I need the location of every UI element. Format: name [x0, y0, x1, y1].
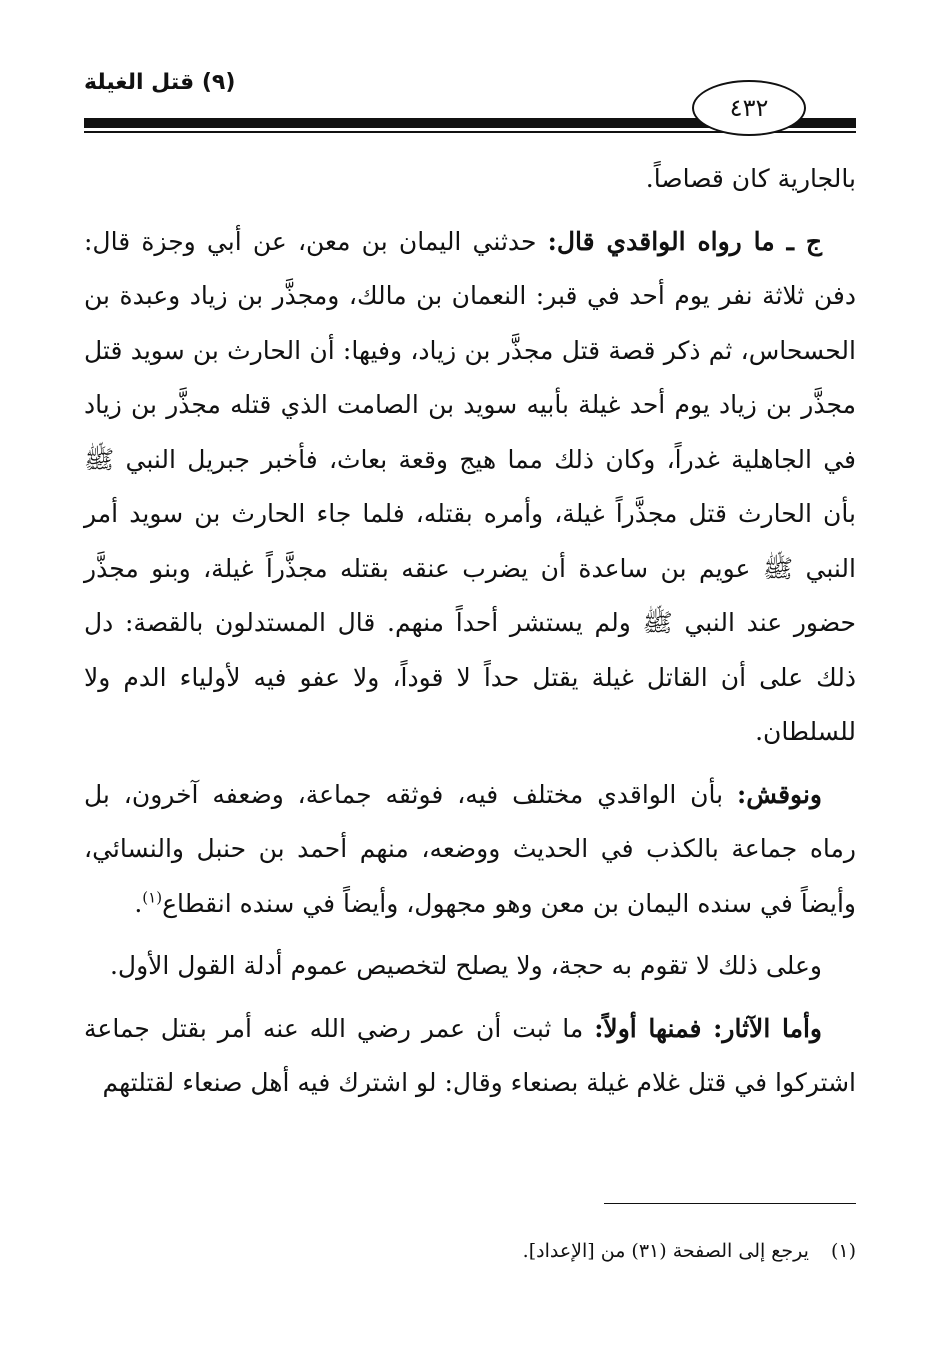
- paragraph-2-lead: ج ـ ما رواه الواقدي قال:: [547, 226, 822, 256]
- paragraph-3-tail: .: [134, 888, 143, 918]
- paragraph-5: [84, 1002, 856, 1111]
- paragraph-1: [84, 152, 856, 207]
- paragraph-3: [84, 768, 856, 932]
- page-header: [84, 56, 856, 146]
- paragraph-2-text: حدثني اليمان بن معن، عن أبي وجزة قال: دفن ثلاثة نفر يوم أحد في قبر: النعمان بن مالك، ومجذَّر بن زياد وعبدة بن الحسحاس، ثم ذكر قصة قتل مجذَّر بن زياد، وفيها: أن الحارث بن سويد قتل مجذَّر بن زياد يوم أحد غيلة بأبيه سويد بن الصامت الذي قتله مجذَّر بن زياد في الجاهلية غدراً، وكان ذلك مما هيج وقعة بعاث، فأخبر جبريل النبي ﷺ بأن الحارث قتل مجذَّراً غيلة، وأمره بقتله، فلما جاء الحارث بن سويد أمر النبي ﷺ عويم بن ساعدة أن يضرب عنقه بقتله مجذَّراً غيلة، وبنو مجذَّر حضور عند النبي ﷺ ولم يستشر أحداً منهم. قال المستدلون بالقصة: دل ذلك على أن القاتل غيلة يقتل حداً لا قوداً، ولا عفو فيه لأولياء الدم ولا للسلطان.: [84, 226, 856, 746]
- paragraph-4: [84, 939, 856, 994]
- paragraph-3-lead: ونوقش:: [737, 779, 822, 809]
- paragraph-4-text: وعلى ذلك لا تقوم به حجة، ولا يصلح لتخصيص عموم أدلة القول الأول.: [109, 951, 822, 980]
- paragraph-5-lead: وأما الآثار: فمنها أولاً:: [594, 1013, 822, 1043]
- paragraph-1-text: بالجارية كان قصاصاً.: [645, 164, 856, 193]
- footnote-text: يرجع إلى الصفحة (٣١) من [الإعداد].: [522, 1240, 809, 1262]
- footnote: [84, 1236, 856, 1266]
- footnote-reference[interactable]: (١): [142, 888, 163, 907]
- paragraph-2: [84, 215, 856, 760]
- chapter-title: (٩) قتل الغيلة: [84, 70, 236, 95]
- page-number: ٤٣٢: [692, 80, 806, 136]
- footnote-separator: [604, 1203, 856, 1204]
- body-text: [84, 152, 856, 1111]
- paragraph-3-text: بأن الواقدي مختلف فيه، فوثقه جماعة، وضعفه آخرون، بل رماه جماعة بالكذب في الحديث ووضعه، منهم أحمد بن حنبل والنسائي، وأيضاً في سنده اليمان بن معن وهو مجهول، وأيضاً في سنده انقطاع: [84, 779, 856, 918]
- footnote-marker: (١): [830, 1240, 856, 1262]
- paragraph-5-text: ما ثبت أن عمر رضي الله عنه أمر بقتل جماعة اشتركوا في قتل غلام غيلة بصنعاء وقال: لو اشترك فيه أهل صنعاء لقتلتهم: [84, 1013, 856, 1097]
